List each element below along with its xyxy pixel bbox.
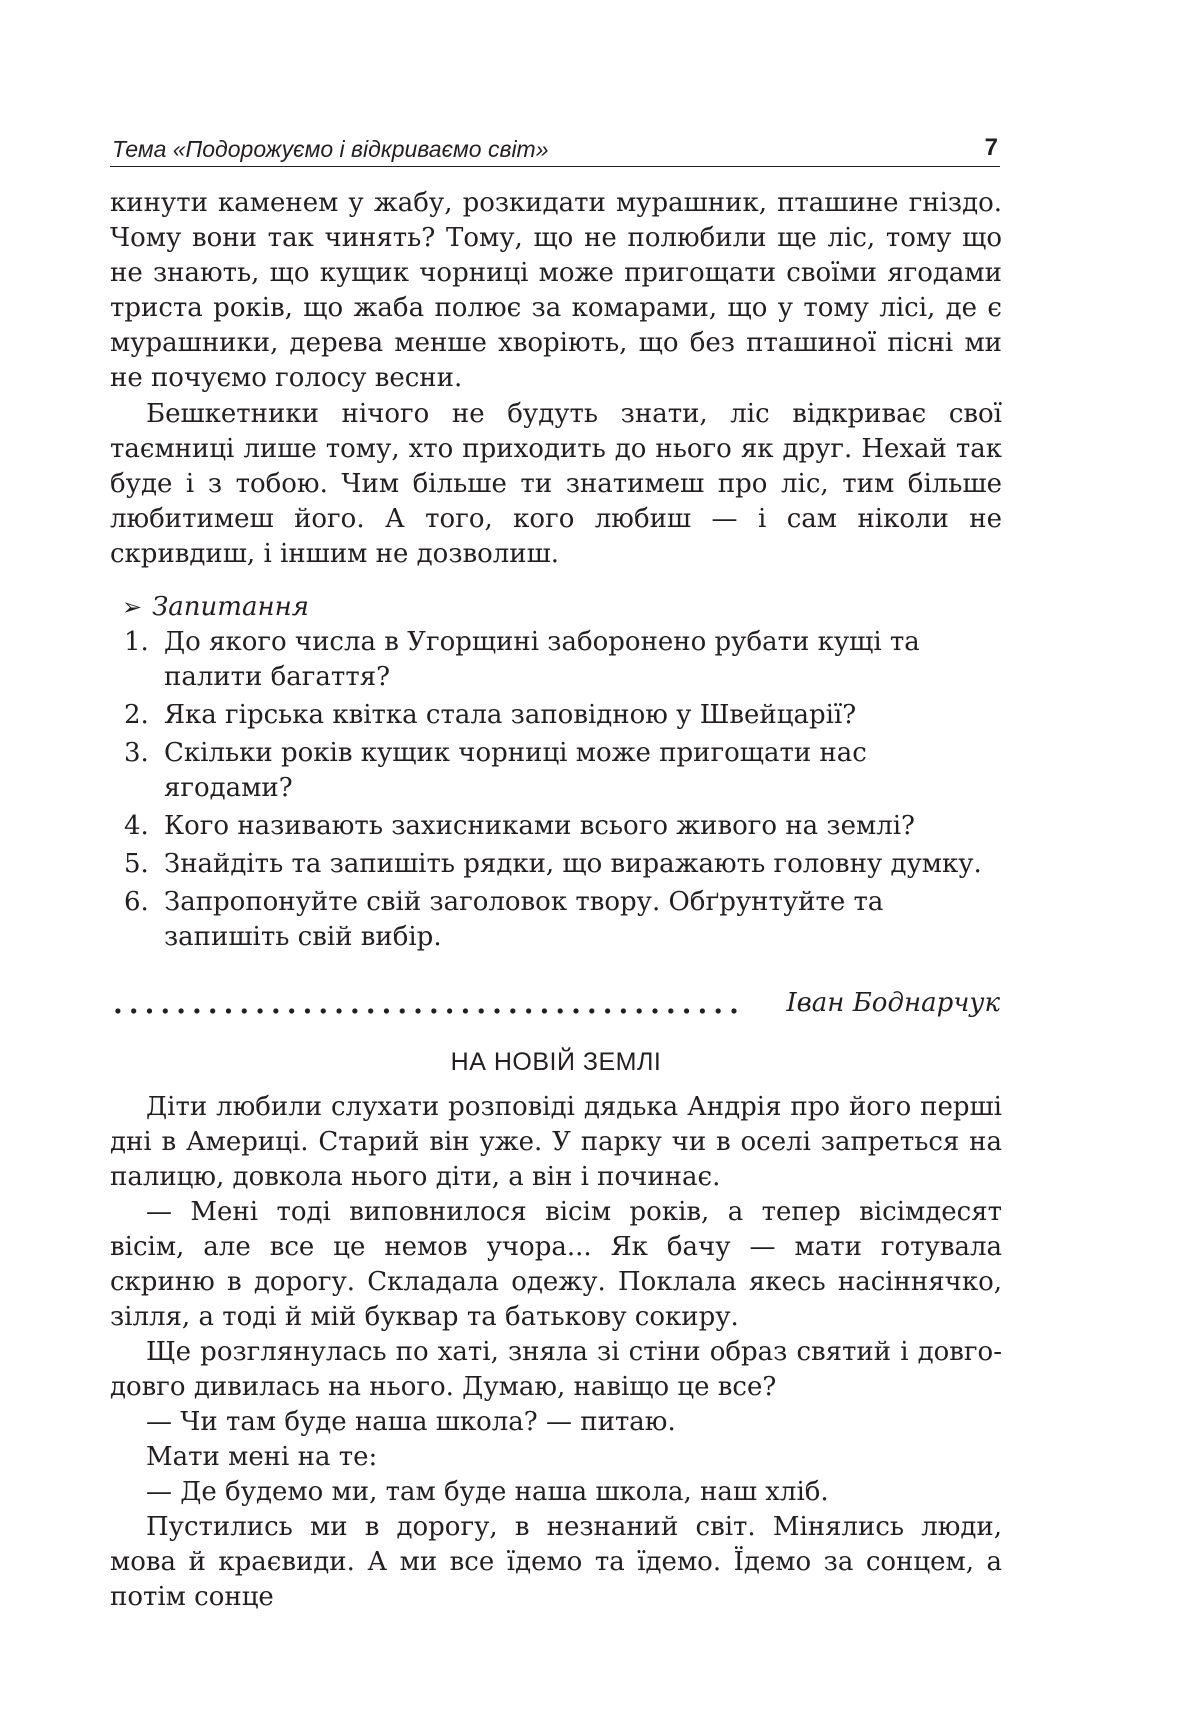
- question-number: 1.: [124, 627, 149, 657]
- author-line: [110, 988, 1002, 1024]
- paragraph: Ще розглянулась по хаті, зняла зі стіни образ святий і довго-довго дивилась на нього. Думаю, навіщо це все?: [110, 1337, 1002, 1402]
- question-number: 5.: [124, 849, 149, 879]
- questions-heading-label: Запитання: [152, 592, 309, 622]
- list-item: [110, 885, 1002, 955]
- paragraph: — Мені тоді виповнилося вісім років, а тепер вісімдесят вісім, але все це немов учора... Як бачу — мати готувала скриню в дорогу. Складала одежу. Поклала якесь насіннячко, зілля, а тоді й мій буквар та батькову сокиру.: [110, 1197, 1002, 1332]
- question-text: Кого називають захисниками всього живого на землі?: [164, 811, 915, 841]
- continued-text: [110, 186, 1002, 573]
- list-item: [110, 625, 1002, 695]
- paragraph: Діти любили слухати розповіді дядька Андрія про його перші дні в Америці. Старий він уже. У парку чи в оселі запреться на палицю, довкола нього діти, а він і починає.: [110, 1092, 1002, 1192]
- story-text: [110, 1090, 1002, 1615]
- question-text: Знайдіть та запишіть рядки, що виражають головну думку.: [164, 849, 982, 879]
- list-item: [110, 847, 1002, 882]
- section-title: Тема «Подорожуємо і відкриваємо світ»: [112, 136, 549, 162]
- list-item: [110, 736, 1002, 806]
- list-item: [110, 698, 1002, 733]
- question-number: 2.: [124, 700, 149, 730]
- paragraph: Мати мені на те:: [146, 1442, 378, 1472]
- question-number: 4.: [124, 811, 149, 841]
- paragraph: Пустились ми в дорогу, в незнаний світ. Мінялись люди, мова й краєвиди. А ми все їдемо та їдемо. Їдемо за сонцем, а потім сонце: [110, 1512, 1002, 1612]
- paragraph: — Де будемо ми, там буде наша школа, наш хліб.: [146, 1477, 829, 1507]
- paragraph: кинути каменем у жабу, розкидати мурашник, пташине гніздо. Чому вони так чинять? Тому, що не полюбили ще ліс, тому що не знають, що кущик чорниці може пригощати своїми ягодами триста років, що жаба полює за комарами, що у тому лісі, де є мурашники, дерева менше хворіють, що без пташиної пісні ми не почуємо голосу весни.: [110, 188, 1002, 393]
- question-number: 3.: [124, 738, 149, 768]
- questions-list: [110, 625, 1002, 955]
- questions-heading: [122, 590, 1002, 625]
- question-text: Яка гірська квітка стала заповідною у Швейцарії?: [164, 700, 857, 730]
- question-number: 6.: [124, 887, 149, 917]
- paragraph: Бешкетники нічого не будуть знати, ліс відкриває свої таємниці лише тому, хто приходить до нього як друг. Нехай так буде і з тобою. Чим більше ти знатимеш про ліс, тим більше любитимеш його. А того, кого любиш — і сам ніколи не скривдиш, і іншим не дозволиш.: [110, 399, 1002, 569]
- paragraph: — Чи там буде наша школа? — питаю.: [146, 1407, 676, 1437]
- question-text: До якого числа в Угорщині заборонено рубати кущі та палити багаття?: [164, 627, 920, 692]
- list-item: [110, 809, 1002, 844]
- dot-leader: [110, 1008, 742, 1014]
- story-title: НА НОВІЙ ЗЕМЛІ: [450, 1048, 662, 1076]
- arrowhead-icon: ➢: [122, 593, 143, 621]
- author-name: Іван Боднарчук: [786, 988, 1000, 1018]
- questions-section: [110, 590, 1002, 958]
- page-number: 7: [984, 134, 998, 161]
- question-text: Скільки років кущик чорниці може пригощати нас ягодами?: [164, 738, 867, 803]
- running-header: [110, 132, 1000, 167]
- question-text: Запропонуйте свій заголовок твору. Обґрунтуйте та запишіть свій вибір.: [164, 887, 884, 952]
